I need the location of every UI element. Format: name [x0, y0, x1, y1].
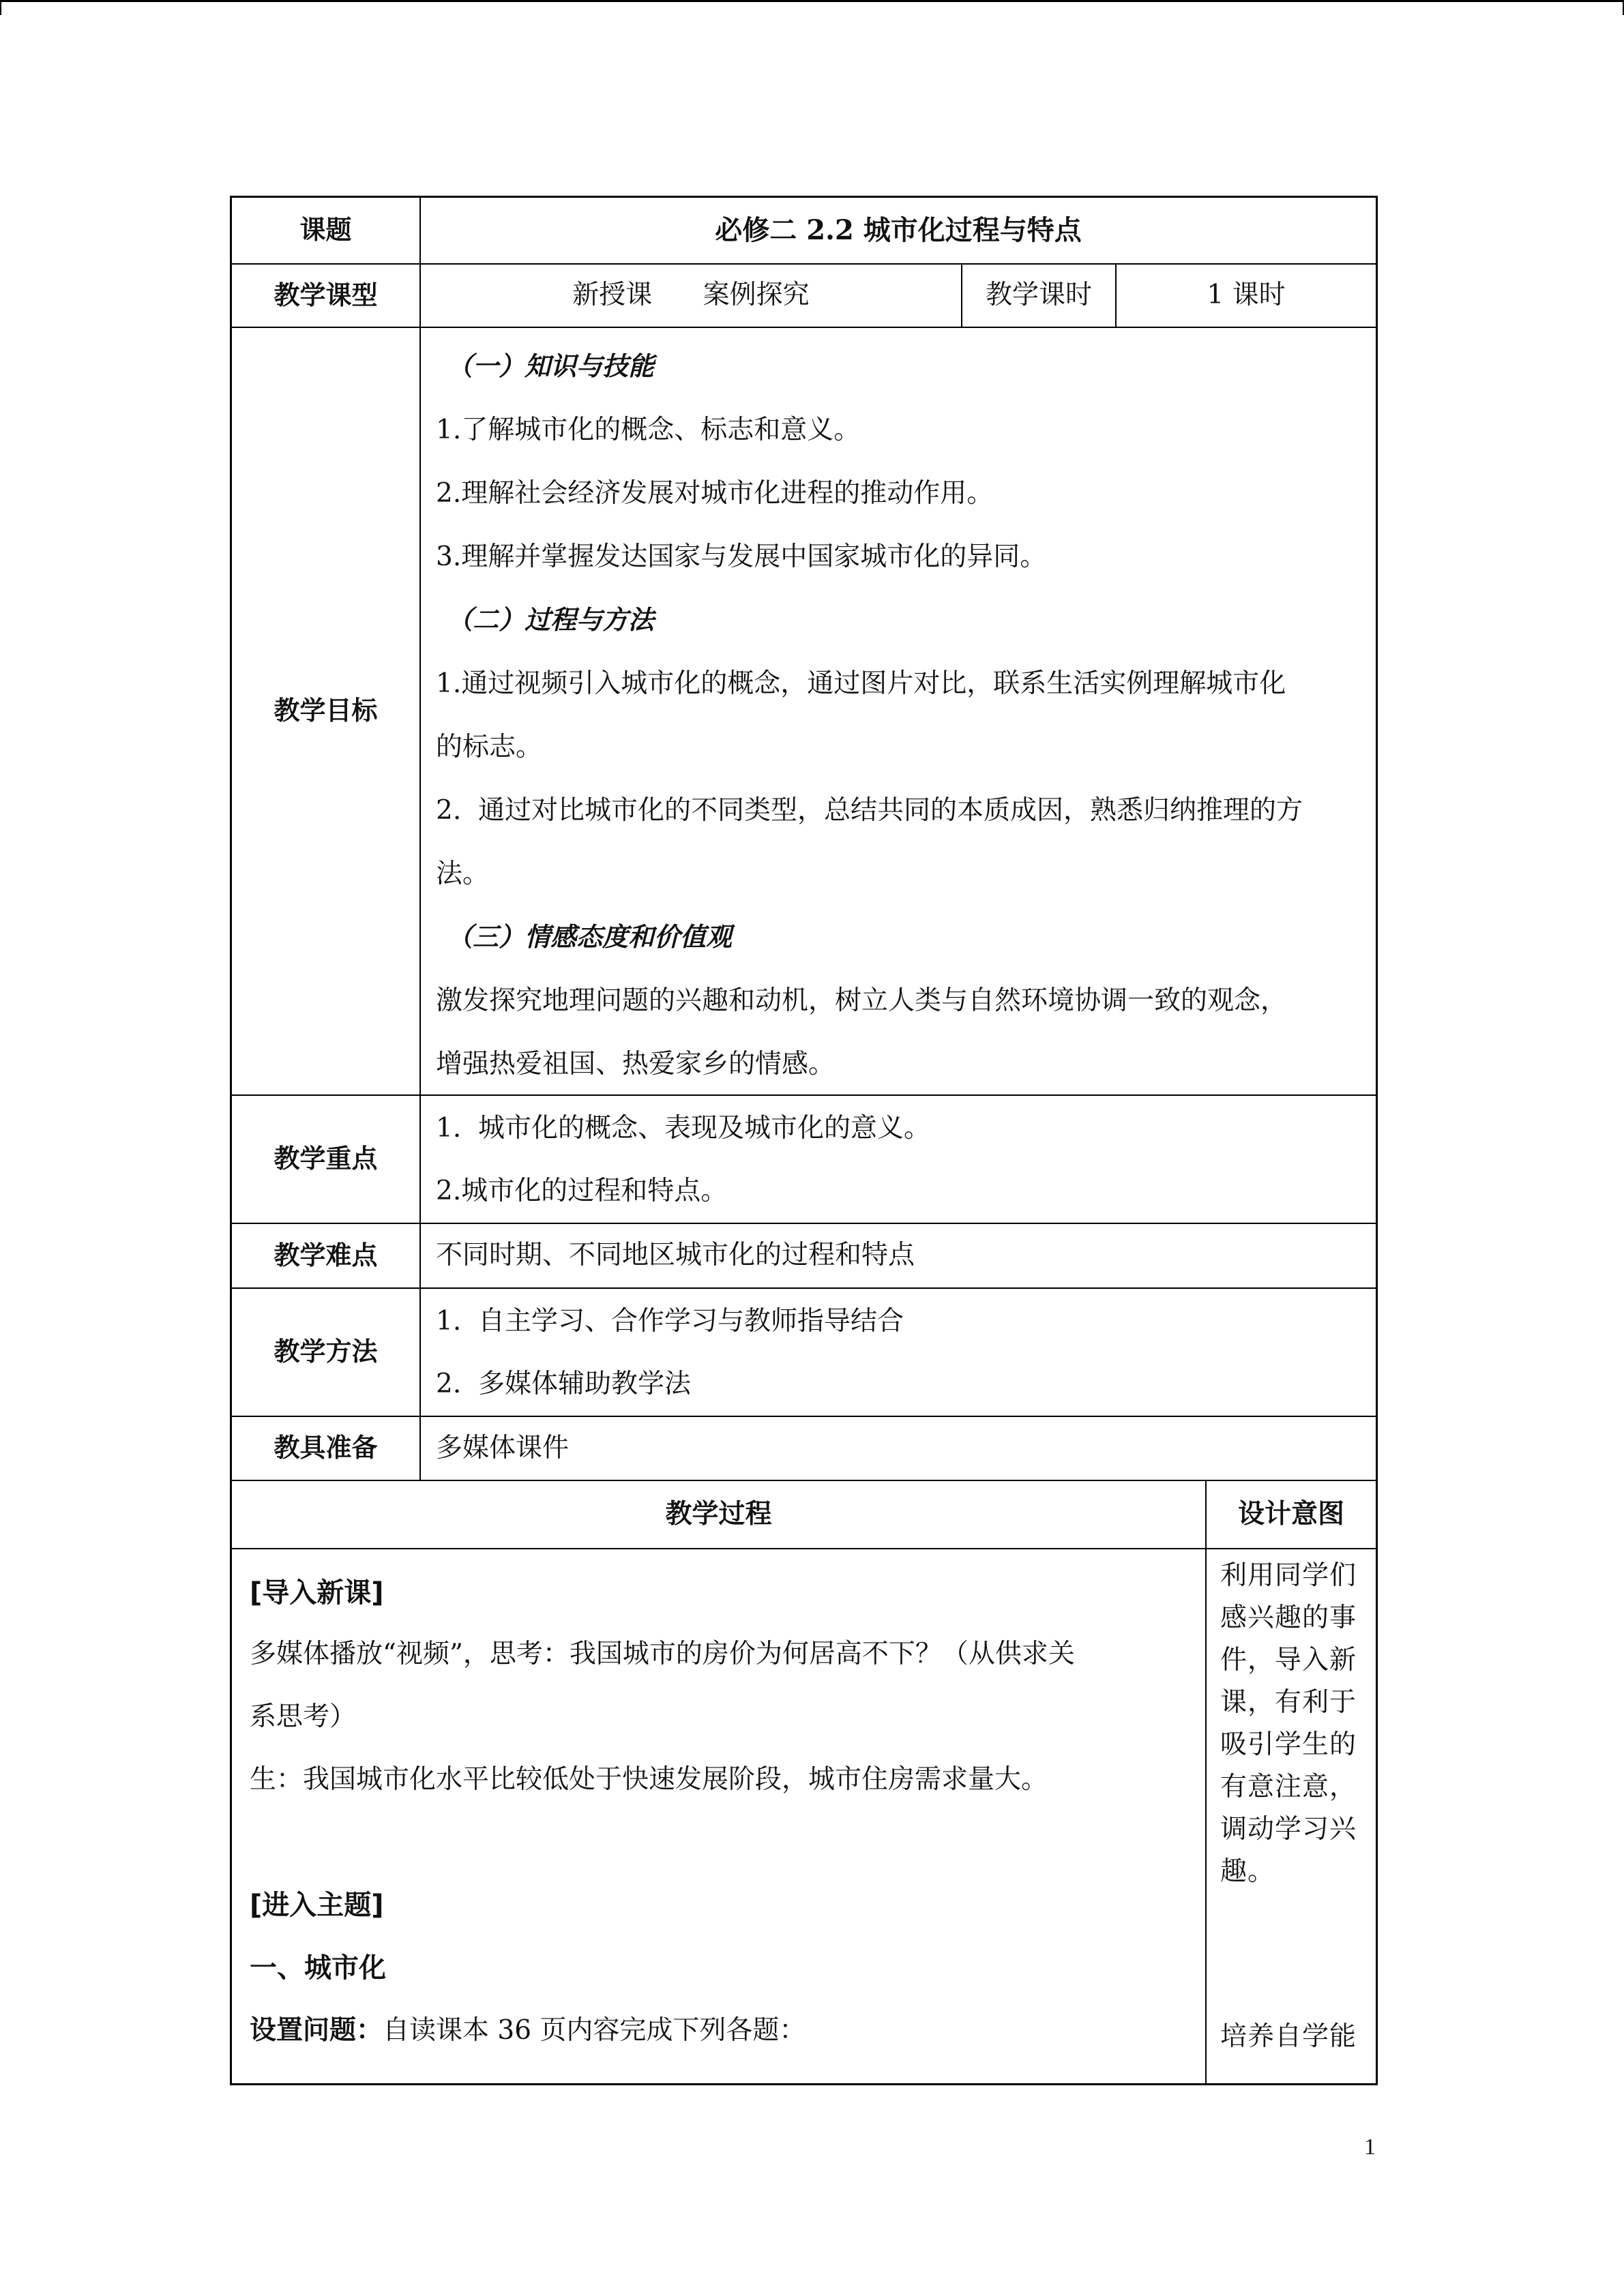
title-value: 必修二 2.2 城市化过程与特点: [419, 198, 1376, 263]
method-item: 2. 多媒体辅助教学法: [436, 1369, 692, 1399]
key-points-content: [419, 1096, 1376, 1223]
goal-heading-knowledge: （一）知识与技能: [447, 351, 655, 381]
goal-item: 法。: [436, 859, 490, 889]
title-label: 课题: [299, 215, 352, 245]
tools-row: [232, 1416, 1376, 1480]
question-line: [250, 1999, 1187, 2062]
design-intent-content: [1205, 1549, 1376, 2083]
goal-item: 2. 通过对比城市化的不同类型，总结共同的本质成因，熟悉归纳推理的方: [436, 795, 1303, 826]
spacer: [250, 1811, 1187, 1874]
design-intent-line: 件，导入新: [1220, 1645, 1357, 1675]
design-intent-bottom: 培养自学能: [1220, 2021, 1357, 2052]
method-item: 1. 自主学习、合作学习与教师指导结合: [436, 1306, 904, 1337]
key-points-row: [232, 1094, 1376, 1223]
design-intent-line: 吸引学生的: [1220, 1729, 1357, 1760]
difficulties-label: 教学难点: [274, 1240, 378, 1270]
process-content: [232, 1549, 1205, 2083]
goal-item: 增强热爱祖国、热爱家乡的情感。: [436, 1049, 836, 1079]
design-intent-line: 调动学习兴: [1220, 1814, 1357, 1845]
design-intent-line: 有意注意，: [1220, 1772, 1357, 1802]
page-number: 1: [1364, 2134, 1376, 2160]
tools-value: 多媒体课件: [419, 1417, 1376, 1480]
difficulties-value: 不同时期、不同地区城市化的过程和特点: [419, 1224, 1376, 1287]
process-header: 教学过程: [665, 1498, 772, 1530]
key-point-item: 2.城市化的过程和特点。: [436, 1176, 728, 1206]
section-title: 一、城市化: [250, 1952, 386, 1984]
design-intent-line: 感兴趣的事: [1220, 1602, 1357, 1633]
goal-item: 的标志。: [436, 732, 543, 762]
intro-line: 生：我国城市化水平比较低处于快速发展阶段，城市住房需求量大。: [250, 1764, 1048, 1795]
key-point-item: 1. 城市化的概念、表现及城市化的意义。: [436, 1113, 931, 1144]
goal-item: 1.了解城市化的概念、标志和意义。: [436, 415, 861, 445]
type-row: [232, 263, 1376, 327]
methods-content: [419, 1289, 1376, 1416]
design-intent-line: 课，有利于: [1220, 1687, 1357, 1718]
goal-item: 2.理解社会经济发展对城市化进程的推动作用。: [436, 478, 994, 509]
goals-row: [232, 327, 1376, 1094]
tools-label: 教具准备: [274, 1433, 378, 1463]
question-text: 自读课本 36 页内容完成下列各题：: [383, 2015, 806, 2046]
intro-line: 多媒体播放“视频”，思考：我国城市的房价为何居高不下？（从供求关: [250, 1639, 1075, 1669]
topic-title: [进入主题]: [250, 1890, 384, 1921]
goals-content: [419, 328, 1376, 1094]
design-intent-header: 设计意图: [1205, 1481, 1376, 1548]
page-left-border: [0, 0, 1, 15]
key-points-label: 教学重点: [274, 1144, 378, 1174]
goal-item: 3.理解并掌握发达国家与发展中国家城市化的异同。: [436, 541, 1047, 572]
hours-label: 教学课时: [961, 265, 1115, 327]
difficulties-row: [232, 1223, 1376, 1287]
process-header-row: [232, 1480, 1376, 1548]
goal-heading-values: （三）情感态度和价值观: [447, 922, 733, 952]
lesson-plan-table: [230, 196, 1378, 2085]
type-label: 教学课型: [274, 280, 378, 310]
hours-value: 1 课时: [1115, 265, 1376, 327]
methods-label: 教学方法: [274, 1337, 378, 1367]
type-value: 新授课 案例探究: [419, 265, 961, 327]
question-label: 设置问题：: [250, 2015, 383, 2046]
intro-title: [导入新课]: [250, 1577, 384, 1609]
intro-line: 系思考）: [250, 1701, 357, 1732]
goal-item: 激发探究地理问题的兴趣和动机，树立人类与自然环境协调一致的观念，: [436, 985, 1288, 1016]
page-top-border: [0, 0, 1624, 2]
design-intent-line: 利用同学们: [1220, 1560, 1357, 1591]
process-row: [232, 1548, 1376, 2083]
goal-heading-process: （二）过程与方法: [447, 605, 655, 635]
goal-item: 1.通过视频引入城市化的概念，通过图片对比，联系生活实例理解城市化: [436, 668, 1286, 699]
design-intent-line: 趣。: [1220, 1856, 1275, 1887]
methods-row: [232, 1287, 1376, 1416]
goals-label: 教学目标: [274, 696, 378, 726]
title-row: [232, 198, 1376, 263]
